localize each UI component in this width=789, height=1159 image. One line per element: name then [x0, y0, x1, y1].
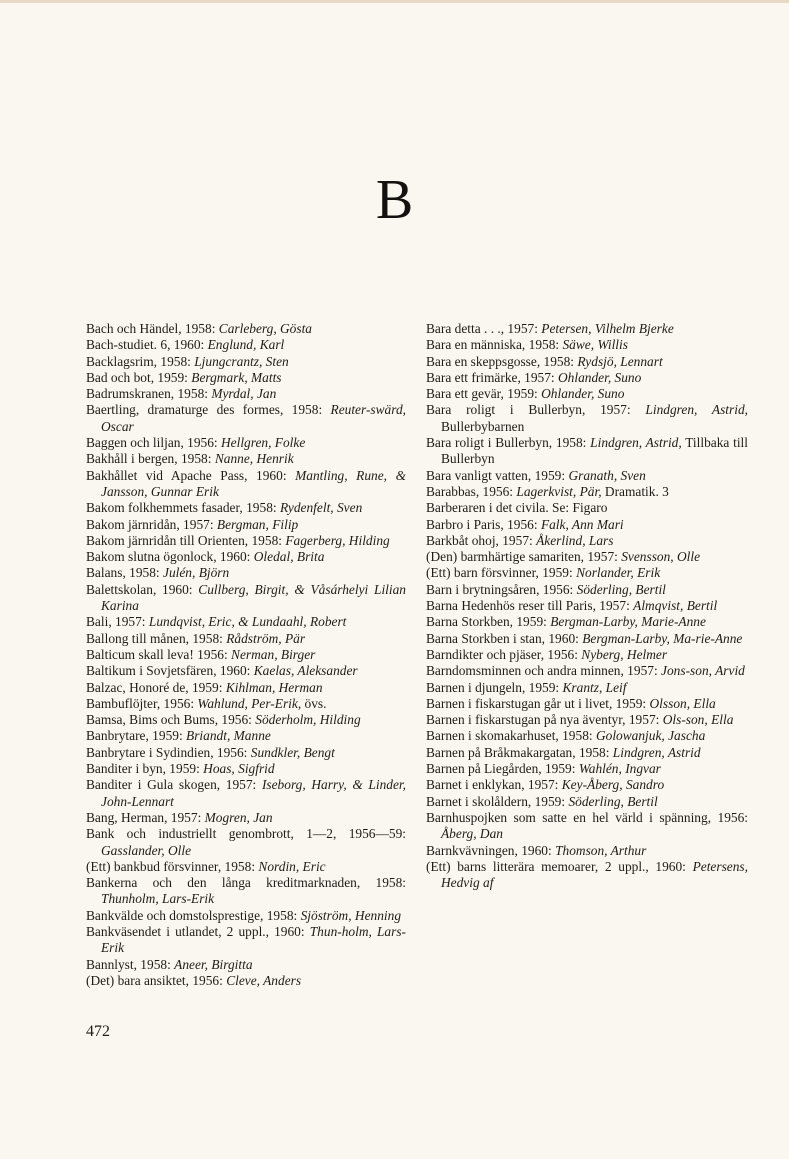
entry-author: Reuter-swärd, Oscar — [101, 402, 406, 434]
entry-title: Barnhuspojken som satte en hel värld i spänning, 1956: — [426, 809, 748, 825]
entry-title: Barna Storkben, 1959: — [426, 614, 551, 630]
entry-title: Bambuflöjter, 1956: — [86, 695, 198, 711]
entry-title: Bakom järnridån, 1957: — [86, 516, 217, 532]
entry-author: Åberg, Dan — [441, 826, 503, 842]
entry-author: Söderholm, Hilding — [255, 712, 361, 728]
index-entry — [86, 647, 406, 663]
index-entry — [426, 484, 748, 500]
index-entry — [86, 500, 406, 516]
entry-author: Cleve, Anders — [226, 972, 302, 988]
entry-title: Barnet i skolåldern, 1959: — [426, 793, 569, 809]
index-entry — [86, 582, 406, 615]
entry-title: Barn i brytningsåren, 1956: — [426, 581, 577, 597]
entry-author: Ols-son, Ella — [662, 712, 734, 728]
index-entry — [426, 794, 748, 810]
entry-author: Lindgren, Astrid, — [590, 435, 682, 451]
index-entry — [86, 973, 406, 989]
index-entry — [86, 663, 406, 679]
entry-title: Balans, 1958: — [86, 565, 163, 581]
entry-author: Rydsjö, Lennart — [577, 353, 663, 369]
entry-remark: övs. — [301, 695, 327, 711]
entry-author: Aneer, Birgitta — [174, 956, 253, 972]
index-entry — [86, 761, 406, 777]
index-entry — [86, 386, 406, 402]
entry-title: Barndikter och pjäser, 1956: — [426, 646, 582, 662]
entry-title: Balticum skall leva! 1956: — [86, 646, 232, 662]
entry-author: Lindgren, Astrid, — [645, 402, 748, 418]
entry-author: Söderling, Bertil — [568, 793, 658, 809]
entry-author: Säwe, Willis — [562, 337, 628, 353]
entry-title: Barkbåt ohoj, 1957: — [426, 532, 537, 548]
entry-author: Bergman, Filip — [216, 516, 299, 532]
index-entry — [86, 549, 406, 565]
entry-author: Wahlund, Per-Erik, — [197, 695, 302, 711]
entry-title: Bankerna och den långa kreditmarknaden, 1958: — [86, 875, 406, 891]
entry-title: Baggen och liljan, 1956: — [86, 435, 221, 451]
index-entry — [426, 321, 748, 337]
entry-title: (Det) bara ansiktet, 1956: — [86, 972, 227, 988]
entry-title: Bach-studiet. 6, 1960: — [86, 337, 208, 353]
section-letter: B — [375, 169, 414, 231]
index-entry — [426, 614, 748, 630]
index-entry — [86, 680, 406, 696]
entry-title: Bannlyst, 1958: — [86, 956, 175, 972]
index-entry — [86, 826, 406, 859]
entry-author: Julén, Björn — [163, 565, 230, 581]
index-entry — [426, 777, 748, 793]
index-entry — [426, 843, 748, 859]
entry-title: Barbro i Paris, 1956: — [426, 516, 541, 532]
index-entry — [426, 549, 748, 565]
entry-author: Ohlander, Suno — [558, 369, 642, 385]
index-entry — [426, 337, 748, 353]
page-number: 472 — [86, 1023, 110, 1040]
entry-author: Fagerberg, Hilding — [285, 532, 390, 548]
entry-remark: Dramatik. 3 — [601, 483, 669, 499]
entry-author: Sjöström, Henning — [300, 907, 402, 923]
entry-author: Bergmark, Matts — [191, 369, 282, 385]
index-entry — [426, 386, 748, 402]
index-entry — [426, 647, 748, 663]
entry-author: Lagerkvist, Pär, — [516, 483, 602, 499]
index-entry — [426, 565, 748, 581]
entry-author: Söderling, Bertil — [576, 581, 666, 597]
entry-author: Golowanjuk, Jascha — [595, 728, 706, 744]
right-column — [426, 321, 748, 891]
entry-title: Bakhållet vid Apache Pass, 1960: — [86, 467, 296, 483]
index-entry — [426, 435, 748, 468]
top-edge-rule — [0, 0, 789, 3]
index-entry — [426, 680, 748, 696]
index-entry — [86, 924, 406, 957]
entry-author: Hoas, Sigfrid — [203, 761, 275, 777]
index-entry — [426, 500, 748, 516]
entry-author: Jons-son, Arvid — [661, 663, 745, 679]
entry-title: Banbrytare, 1959: — [86, 728, 187, 744]
index-entry — [426, 810, 748, 843]
index-entry — [426, 354, 748, 370]
entry-remark: Tillbaka till Bullerbyn — [441, 435, 748, 467]
entry-title: Backlagsrim, 1958: — [86, 353, 195, 369]
entry-title: Badrumskranen, 1958: — [86, 386, 212, 402]
index-entry — [86, 354, 406, 370]
entry-title: (Den) barmhärtige samariten, 1957: — [426, 549, 622, 565]
entry-author: Falk, Ann Mari — [540, 516, 624, 532]
entry-title: Balettskolan, 1960: — [86, 581, 199, 597]
index-entry — [86, 908, 406, 924]
entry-author: Myrdal, Jan — [211, 386, 277, 402]
entry-author: Nordin, Eric — [258, 858, 326, 874]
index-entry — [426, 370, 748, 386]
index-entry — [86, 451, 406, 467]
entry-author: Hellgren, Folke — [221, 435, 306, 451]
entry-title: Bakom folkhemmets fasader, 1958: — [86, 500, 280, 516]
entry-title: Bara ett frimärke, 1957: — [426, 369, 558, 385]
index-entry — [86, 957, 406, 973]
index-entry — [86, 321, 406, 337]
entry-title: Bakom järnridån till Orienten, 1958: — [86, 532, 286, 548]
entry-author: Briandt, Manne — [186, 728, 271, 744]
entry-author: Key-Åberg, Sandro — [561, 777, 665, 793]
entry-title: Bakhåll i bergen, 1958: — [86, 451, 215, 467]
entry-title: Bara roligt i Bullerbyn, 1957: — [426, 402, 646, 418]
entry-author: Cullberg, Birgit, & Våsárhelyi Lilian Karina — [101, 581, 406, 614]
entry-author: Kaelas, Aleksander — [253, 663, 358, 679]
entry-title: (Ett) barns litterära memoarer, 2 uppl., 1960: — [426, 858, 693, 874]
entry-title: Ballong till månen, 1958: — [86, 630, 227, 646]
index-entry — [426, 468, 748, 484]
entry-title: Bara en människa, 1958: — [426, 337, 563, 353]
entry-author: Almqvist, Bertil — [633, 598, 718, 614]
entry-title: Bali, 1957: — [86, 614, 149, 630]
entry-title: Bad och bot, 1959: — [86, 369, 192, 385]
index-entry — [86, 728, 406, 744]
entry-author: Kihlman, Herman — [225, 679, 323, 695]
entry-author: Lundqvist, Eric, & Lundaahl, Robert — [148, 614, 347, 630]
index-entry — [86, 631, 406, 647]
entry-title: Barnen i fiskarstugan går ut i livet, 1959: — [426, 695, 650, 711]
entry-author: Bergman-Larby, Marie-Anne — [550, 614, 706, 630]
left-column — [86, 321, 406, 989]
entry-title: Bara detta . . ., 1957: — [426, 321, 542, 336]
entry-title: Bara roligt i Bullerbyn, 1958: — [426, 435, 591, 451]
entry-author: Svensson, Olle — [621, 549, 701, 565]
index-entry — [86, 777, 406, 810]
index-entry — [86, 468, 406, 501]
entry-title: Barnen i djungeln, 1959: — [426, 679, 563, 695]
entry-title: Bara en skeppsgosse, 1958: — [426, 353, 578, 369]
index-entry — [426, 761, 748, 777]
entry-author: Petersen, Vilhelm Bjerke — [541, 321, 674, 336]
index-entry — [86, 435, 406, 451]
entry-author: Englund, Karl — [207, 337, 285, 353]
index-entry — [86, 370, 406, 386]
index-entry — [426, 631, 748, 647]
index-entry — [86, 859, 406, 875]
entry-author: Norlander, Erik — [576, 565, 661, 581]
entry-title: Barnkvävningen, 1960: — [426, 842, 556, 858]
entry-title: Bank och industriellt genombrott, 1—2, 1956—59: — [86, 826, 406, 842]
index-entry — [426, 517, 748, 533]
entry-title: Barabbas, 1956: — [426, 483, 517, 499]
entry-title: Barnet i enklykan, 1957: — [426, 777, 562, 793]
entry-title: Barna Storkben i stan, 1960: — [426, 630, 583, 646]
index-entry — [86, 810, 406, 826]
index-entry — [426, 745, 748, 761]
entry-title: Baertling, dramaturge des formes, 1958: — [86, 402, 331, 418]
entry-title: Bara ett gevär, 1959: — [426, 386, 542, 402]
entry-author: Ohlander, Suno — [541, 386, 625, 402]
index-entry — [426, 582, 748, 598]
entry-author: Lindgren, Astrid — [612, 744, 701, 760]
entry-author: Nanne, Henrik — [214, 451, 294, 467]
entry-title: Barberaren i det civila. Se: Figaro — [426, 500, 608, 516]
entry-title: Bara vanligt vatten, 1959: — [426, 467, 569, 483]
entry-title: (Ett) bankbud försvinner, 1958: — [86, 858, 259, 874]
entry-author: Sundkler, Bengt — [250, 744, 335, 760]
index-entry — [426, 533, 748, 549]
entry-title: Balzac, Honoré de, 1959: — [86, 679, 226, 695]
entry-title: Barndomsminnen och andra minnen, 1957: — [426, 663, 662, 679]
index-entry — [86, 696, 406, 712]
entry-title: Bankväsendet i utlandet, 2 uppl., 1960: — [86, 923, 310, 939]
index-entry — [426, 402, 748, 435]
entry-author: Nyberg, Helmer — [581, 646, 668, 662]
entry-title: Banbrytare i Sydindien, 1956: — [86, 744, 251, 760]
entry-title: Barnen på Liegården, 1959: — [426, 761, 579, 777]
entry-author: Krantz, Leif — [562, 679, 627, 695]
entry-author: Gasslander, Olle — [101, 842, 192, 858]
entry-author: Nerman, Birger — [231, 646, 316, 662]
entry-title: Barnen i skomakarhuset, 1958: — [426, 728, 596, 744]
entry-title: Bamsa, Bims och Bums, 1956: — [86, 712, 256, 728]
index-entry — [426, 598, 748, 614]
entry-author: Åkerlind, Lars — [536, 532, 614, 548]
entry-author: Mogren, Jan — [204, 809, 273, 825]
index-entry — [426, 712, 748, 728]
entry-title: Banditer i Gula skogen, 1957: — [86, 777, 262, 793]
entry-author: Iseborg, Harry, & Linder, John-Lennart — [101, 777, 406, 809]
entry-author: Thun-holm, Lars-Erik — [101, 923, 406, 956]
index-entry — [426, 728, 748, 744]
index-entry — [86, 517, 406, 533]
entry-author: Thunholm, Lars-Erik — [101, 891, 215, 907]
entry-title: Baltikum i Sovjetsfären, 1960: — [86, 663, 254, 679]
entry-title: Bach och Händel, 1958: — [86, 321, 219, 336]
index-entry — [86, 337, 406, 353]
entry-title: Barna Hedenhös reser till Paris, 1957: — [426, 598, 634, 614]
entry-title: Barnen på Bråkmakargatan, 1958: — [426, 744, 613, 760]
entry-author: Granath, Sven — [568, 467, 646, 483]
entry-author: Petersens, Hedvig af — [441, 858, 748, 891]
entry-author: Thomson, Arthur — [555, 842, 647, 858]
entry-title: Bang, Herman, 1957: — [86, 809, 205, 825]
entry-title: Banditer i byn, 1959: — [86, 761, 204, 777]
index-entry — [426, 663, 748, 679]
entry-author: Carleberg, Gösta — [218, 321, 313, 336]
index-entry — [86, 533, 406, 549]
entry-remark: Bullerbybarnen — [441, 418, 525, 434]
entry-author: Olsson, Ella — [649, 695, 716, 711]
index-entry — [86, 565, 406, 581]
index-entry — [86, 614, 406, 630]
index-entry — [86, 745, 406, 761]
entry-author: Bergman-Larby, Ma-rie-Anne — [582, 630, 743, 646]
index-entry — [86, 712, 406, 728]
entry-author: Mantling, Rune, & Jansson, Gunnar Erik — [101, 467, 406, 499]
entry-author: Rådström, Pär — [226, 630, 306, 646]
entry-title: Bakom slutna ögonlock, 1960: — [86, 549, 254, 565]
index-entry — [426, 859, 748, 892]
entry-title: (Ett) barn försvinner, 1959: — [426, 565, 577, 581]
index-entry — [86, 875, 406, 908]
index-entry — [426, 696, 748, 712]
entry-title: Barnen i fiskarstugan på nya äventyr, 1957: — [426, 712, 663, 728]
entry-author: Ljungcrantz, Sten — [194, 353, 289, 369]
entry-author: Wahlén, Ingvar — [578, 761, 661, 777]
entry-title: Bankvälde och domstolsprestige, 1958: — [86, 907, 301, 923]
index-entry — [86, 402, 406, 435]
entry-author: Rydenfelt, Sven — [279, 500, 363, 516]
entry-author: Oledal, Brita — [253, 549, 325, 565]
